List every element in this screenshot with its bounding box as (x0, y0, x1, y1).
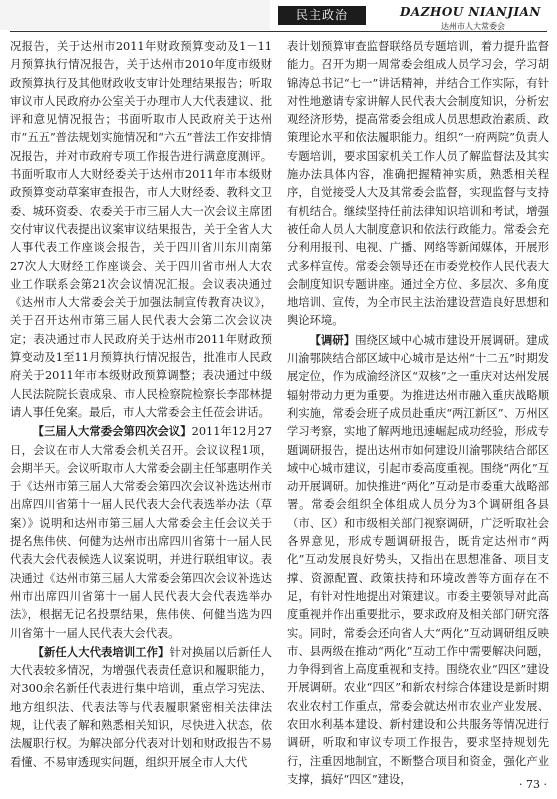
page-number: · 73 · (519, 778, 547, 791)
paragraph (10, 643, 272, 772)
section-tag: 民主政治 (278, 6, 366, 25)
section-heading: 【三届人大常委会第四次会议】 (32, 424, 192, 439)
paragraph: 表计划预算审查监督联络员专题培训，着力提升监督能力。召开为期一周常委会组成人员学习会，学习胡锦涛总书记“七一”讲话精神，并结合工作实际，有针对性地邀请专家讲解人民代表大会制度知识，分析宏观经济形势，提高常委会组成人员思想政治素质、政策理论水平和依法履职能力。组织“一府两院”负责人专题培训，要求国家机关工作人员了解监督法及其实施办法具体内容，准确把握精神实质，熟悉相关程序，自觉接受人大及其常委会监督，实现监督与支持有机结合。继续坚持任前法律知识培训和考试，增强被任命人员人大制度意识和依法行政能力。常委会充分利用报刊、电视、广播、网络等新闻媒体，开展形式多样宣传。常委会领导还在市委党校作人民代表大会制度知识专题讲座。通过全方位、多层次、多角度地培训、宣传，为全市民主法治建设营造良好思想和舆论环境。 (287, 40, 549, 328)
paragraph: 况报告，关于达州市2011年财政预算变动及1－11月预算执行情况报告，关于达州市2010年度市级财政预算执行及其他财政收支审计处理结果报告；听取审议市人民政府办公室关于办理市人大代表建议、批评和意见情况报告；书面听取市人民政府关于达州市“五五”普法规划实施情况和“六五”普法工作安排情况报告，并对市政府专项工作报告进行满意度测评。书面听取市人大财经委关于达州市2011年市本级财政预算变动草案审查报告，市人大财经委、教科文卫委、城环资委、农委关于市三届人大一次会议主席团交付审议代表提出议案审议结果报告，关于全省人大人事代表工作座谈会报告，关于四川省川东川南第27次人大财经工作座谈会、关于四川省市州人大农业工作联系会第21次会议情况汇报。会议表决通过《达州市人大常委会关于加强法制宣传教育决议》，关于召开达州市第三届人民代表大会第二次会议决定；表决通过市人民政府关于达州市2011年财政预算变动及1至11月预算执行情况报告，批准市人民政府关于2011年市本级财政预算调整；表决通过中级人民法院院长袁成泉、市人民检察院检察长李邵林提请人事任免案。最后，市人大常委会主任莅会讲话。 (10, 40, 272, 419)
paragraph-text: 围绕区域中心城市建设开展调研。建成川渝鄂陕结合部区域中心城市是达州“十二五”时期发展定位，作为成渝经济区“双核”之一重庆对达州发展辐射带动力更为重要。为推进达州市融入重庆战略顺利实施，常委会班子成员赴重庆“两江新区”、万州区学习考察，实地了解两地迅速崛起成功经验，形成专题调研报告，提出达州市如何建设川渝鄂陕结合部区域中心城市建议，引起市委高度重视。围绕“两化”互动开展调研。加快推进“两化”互动是市委重大战略部署。常委会组织全体组成人员分为3个调研组各县（市、区）和市级相关部门视察调研，广泛听取社会各界意见，形成专题调研报告，既肯定达州市“两化”互动发展良好势头，又指出在思想准备、项目支撑、资源配置、政策扶持和环境改善等方面存在不足，有针对性地提出对策建议。市委主要领导对此高度重视并作出重要批示，要求政府及相关部门研究落实。同时，常委会还向省人大“两化”互动调研组反映市、县两级在推动“两化”互动工作中需要解决问题，力争得到省上高度重视和支持。围绕农业“四区”建设开展调研。农业“四区”和新农村综合体建设是新时期农业农村工作重点，常委会就达州市农业产业发展、农田水利基本建设、新村建设和公共服务等情况进行调研，听取和审议专项工作报告，要求坚持规划先行，注重因地制宜，不断整合项目和资金，强化产业支撑，搞好“四区”建设， (287, 333, 549, 786)
paragraph-text: 2011年12月27日，会议在市人大常委会机关召开。会议议程1项，会期半天。会议听取市人大常委会副主任邹惠明作关于《达州市第三届人大常委会第四次会议补选达州市出席四川省第十一届人民代表大会代表选举办法（草案）》说明和达州市第三届人大常委会主任会议关于提名焦伟侠、何健为达州市出席四川省第十一届人民代表大会代表候选人议案说明，并进行联组审议。表决通过《达州市第三届人大常委会第四次会议补选达州市出席四川省第十一届人民代表大会代表选举办法》，根据无记名投票结果，焦伟侠、何健当选为四川省第十一届人民代表大会代表。 (10, 425, 272, 640)
section-heading: 【新任人大代表培训工作】 (32, 644, 170, 659)
paragraph (287, 331, 549, 789)
left-column (10, 38, 272, 774)
paragraph (10, 422, 272, 643)
yearbook-brand: DAZHOU NIANJIAN (400, 5, 541, 19)
header-subtitle: 达州市人大常委会 (441, 22, 505, 31)
paragraph-text: 针对换届以后新任人大代表较多情况，为增强代表责任意识和履职能力，对300余名新任代表进行集中培训，重点学习宪法、地方组织法、代表法等与代表履职紧密相关法律法规，让代表了解和熟悉相关知识，尽快进入状态，依法履职行权。为解决部分代表对计划和财政报告不易看懂、不易审透现实问题，组织开展全市人大代 (10, 645, 272, 769)
header-band (0, 0, 270, 30)
section-heading: 【调研】 (309, 332, 356, 347)
header-divider (10, 31, 547, 32)
